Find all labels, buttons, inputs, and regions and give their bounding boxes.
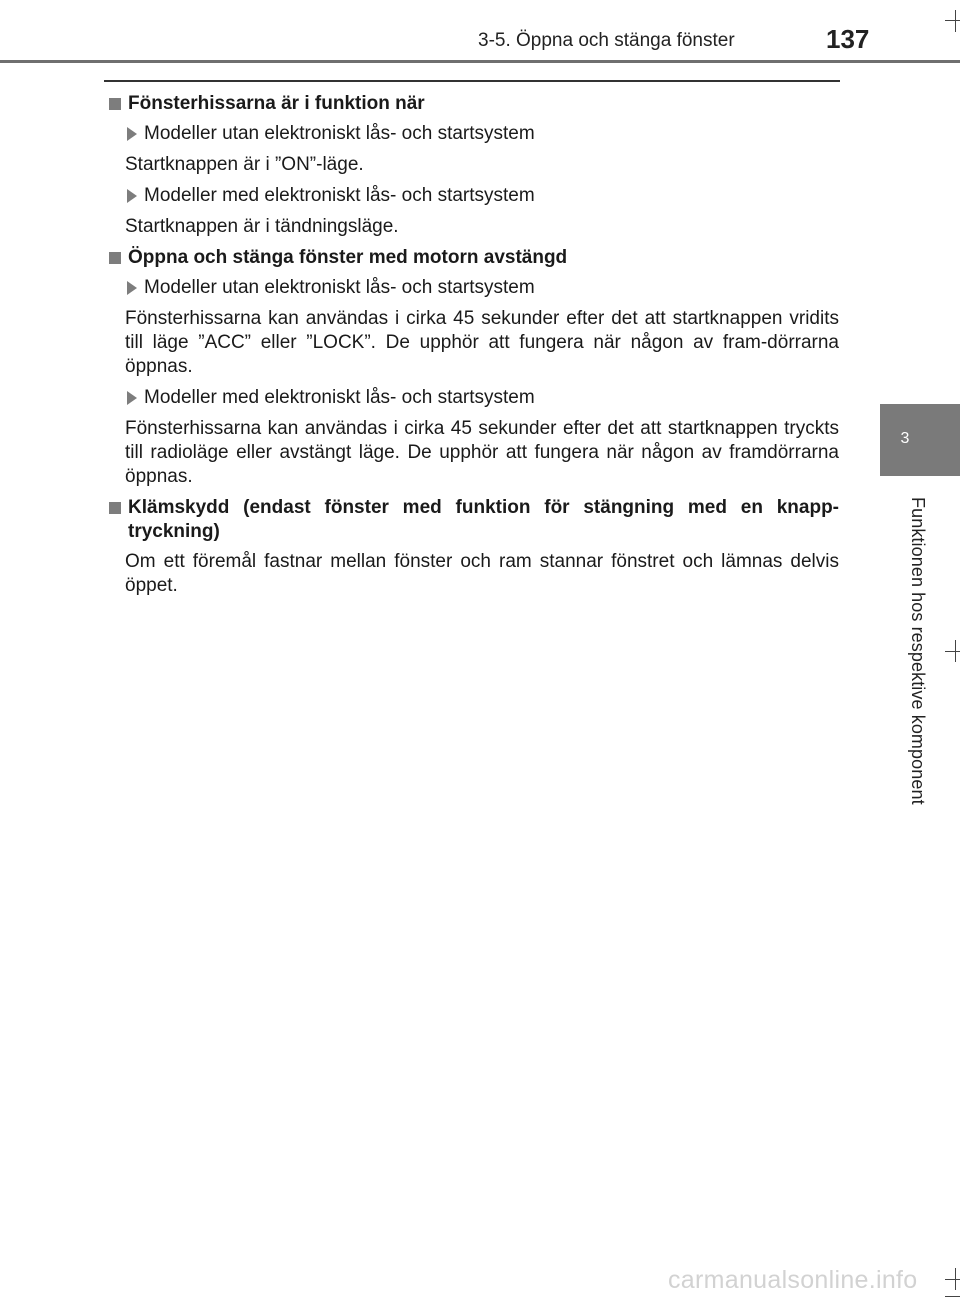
section-heading xyxy=(107,246,839,270)
triangle-bullet-icon xyxy=(127,391,137,405)
model-label xyxy=(107,122,839,146)
model-label xyxy=(107,184,839,208)
page-number: 137 xyxy=(826,24,870,54)
paragraph: Om ett föremål fastnar mellan fönster och ram stannar fönstret och lämnas delvis öppet. xyxy=(125,551,839,596)
heading-text: Klämskydd (endast fönster med funktion för stängning med en knapp-tryckning) xyxy=(128,497,839,542)
chapter-title-vertical: Funktionen hos respektive komponent xyxy=(908,497,928,805)
crop-mark xyxy=(945,651,960,652)
model-label xyxy=(107,276,839,300)
main-content xyxy=(107,92,839,605)
chapter-tab xyxy=(880,404,960,476)
model-text: Modeller utan elektroniskt lås- och startsystem xyxy=(144,277,535,298)
triangle-bullet-icon xyxy=(127,127,137,141)
crop-mark xyxy=(955,10,956,32)
model-text: Modeller utan elektroniskt lås- och startsystem xyxy=(144,123,535,144)
square-bullet-icon xyxy=(109,502,121,514)
paragraph: Fönsterhissarna kan användas i cirka 45 sekunder efter det att startknappen tryckts till radioläge eller avstängt läge. De upphör att fungera när någon av framdörrarna öppnas. xyxy=(125,418,839,487)
square-bullet-icon xyxy=(109,98,121,110)
section-heading xyxy=(107,496,839,544)
triangle-bullet-icon xyxy=(127,189,137,203)
header-rule xyxy=(0,60,960,63)
crop-mark xyxy=(945,1279,960,1280)
header-title: 3-5. Öppna och stänga fönster xyxy=(478,30,735,51)
paragraph: Startknappen är i tändningsläge. xyxy=(125,216,399,237)
crop-mark xyxy=(945,1296,960,1297)
model-label xyxy=(107,386,839,410)
heading-text: Fönsterhissarna är i funktion när xyxy=(128,93,425,114)
section-rule xyxy=(104,80,840,82)
watermark-text: carmanualsonline.info xyxy=(668,1266,918,1294)
square-bullet-icon xyxy=(109,252,121,264)
chapter-number: 3 xyxy=(900,430,910,447)
crop-mark xyxy=(945,20,960,21)
paragraph: Fönsterhissarna kan användas i cirka 45 sekunder efter det att startknappen vridits till läge ”ACC” eller ”LOCK”. De upphör att fungera när någon av fram-dörrarna öppnas. xyxy=(125,308,839,377)
triangle-bullet-icon xyxy=(127,281,137,295)
paragraph: Startknappen är i ”ON”-läge. xyxy=(125,154,364,175)
model-text: Modeller med elektroniskt lås- och startsystem xyxy=(144,387,535,408)
section-heading xyxy=(107,92,839,116)
heading-text: Öppna och stänga fönster med motorn avstängd xyxy=(128,247,568,268)
model-text: Modeller med elektroniskt lås- och startsystem xyxy=(144,185,535,206)
